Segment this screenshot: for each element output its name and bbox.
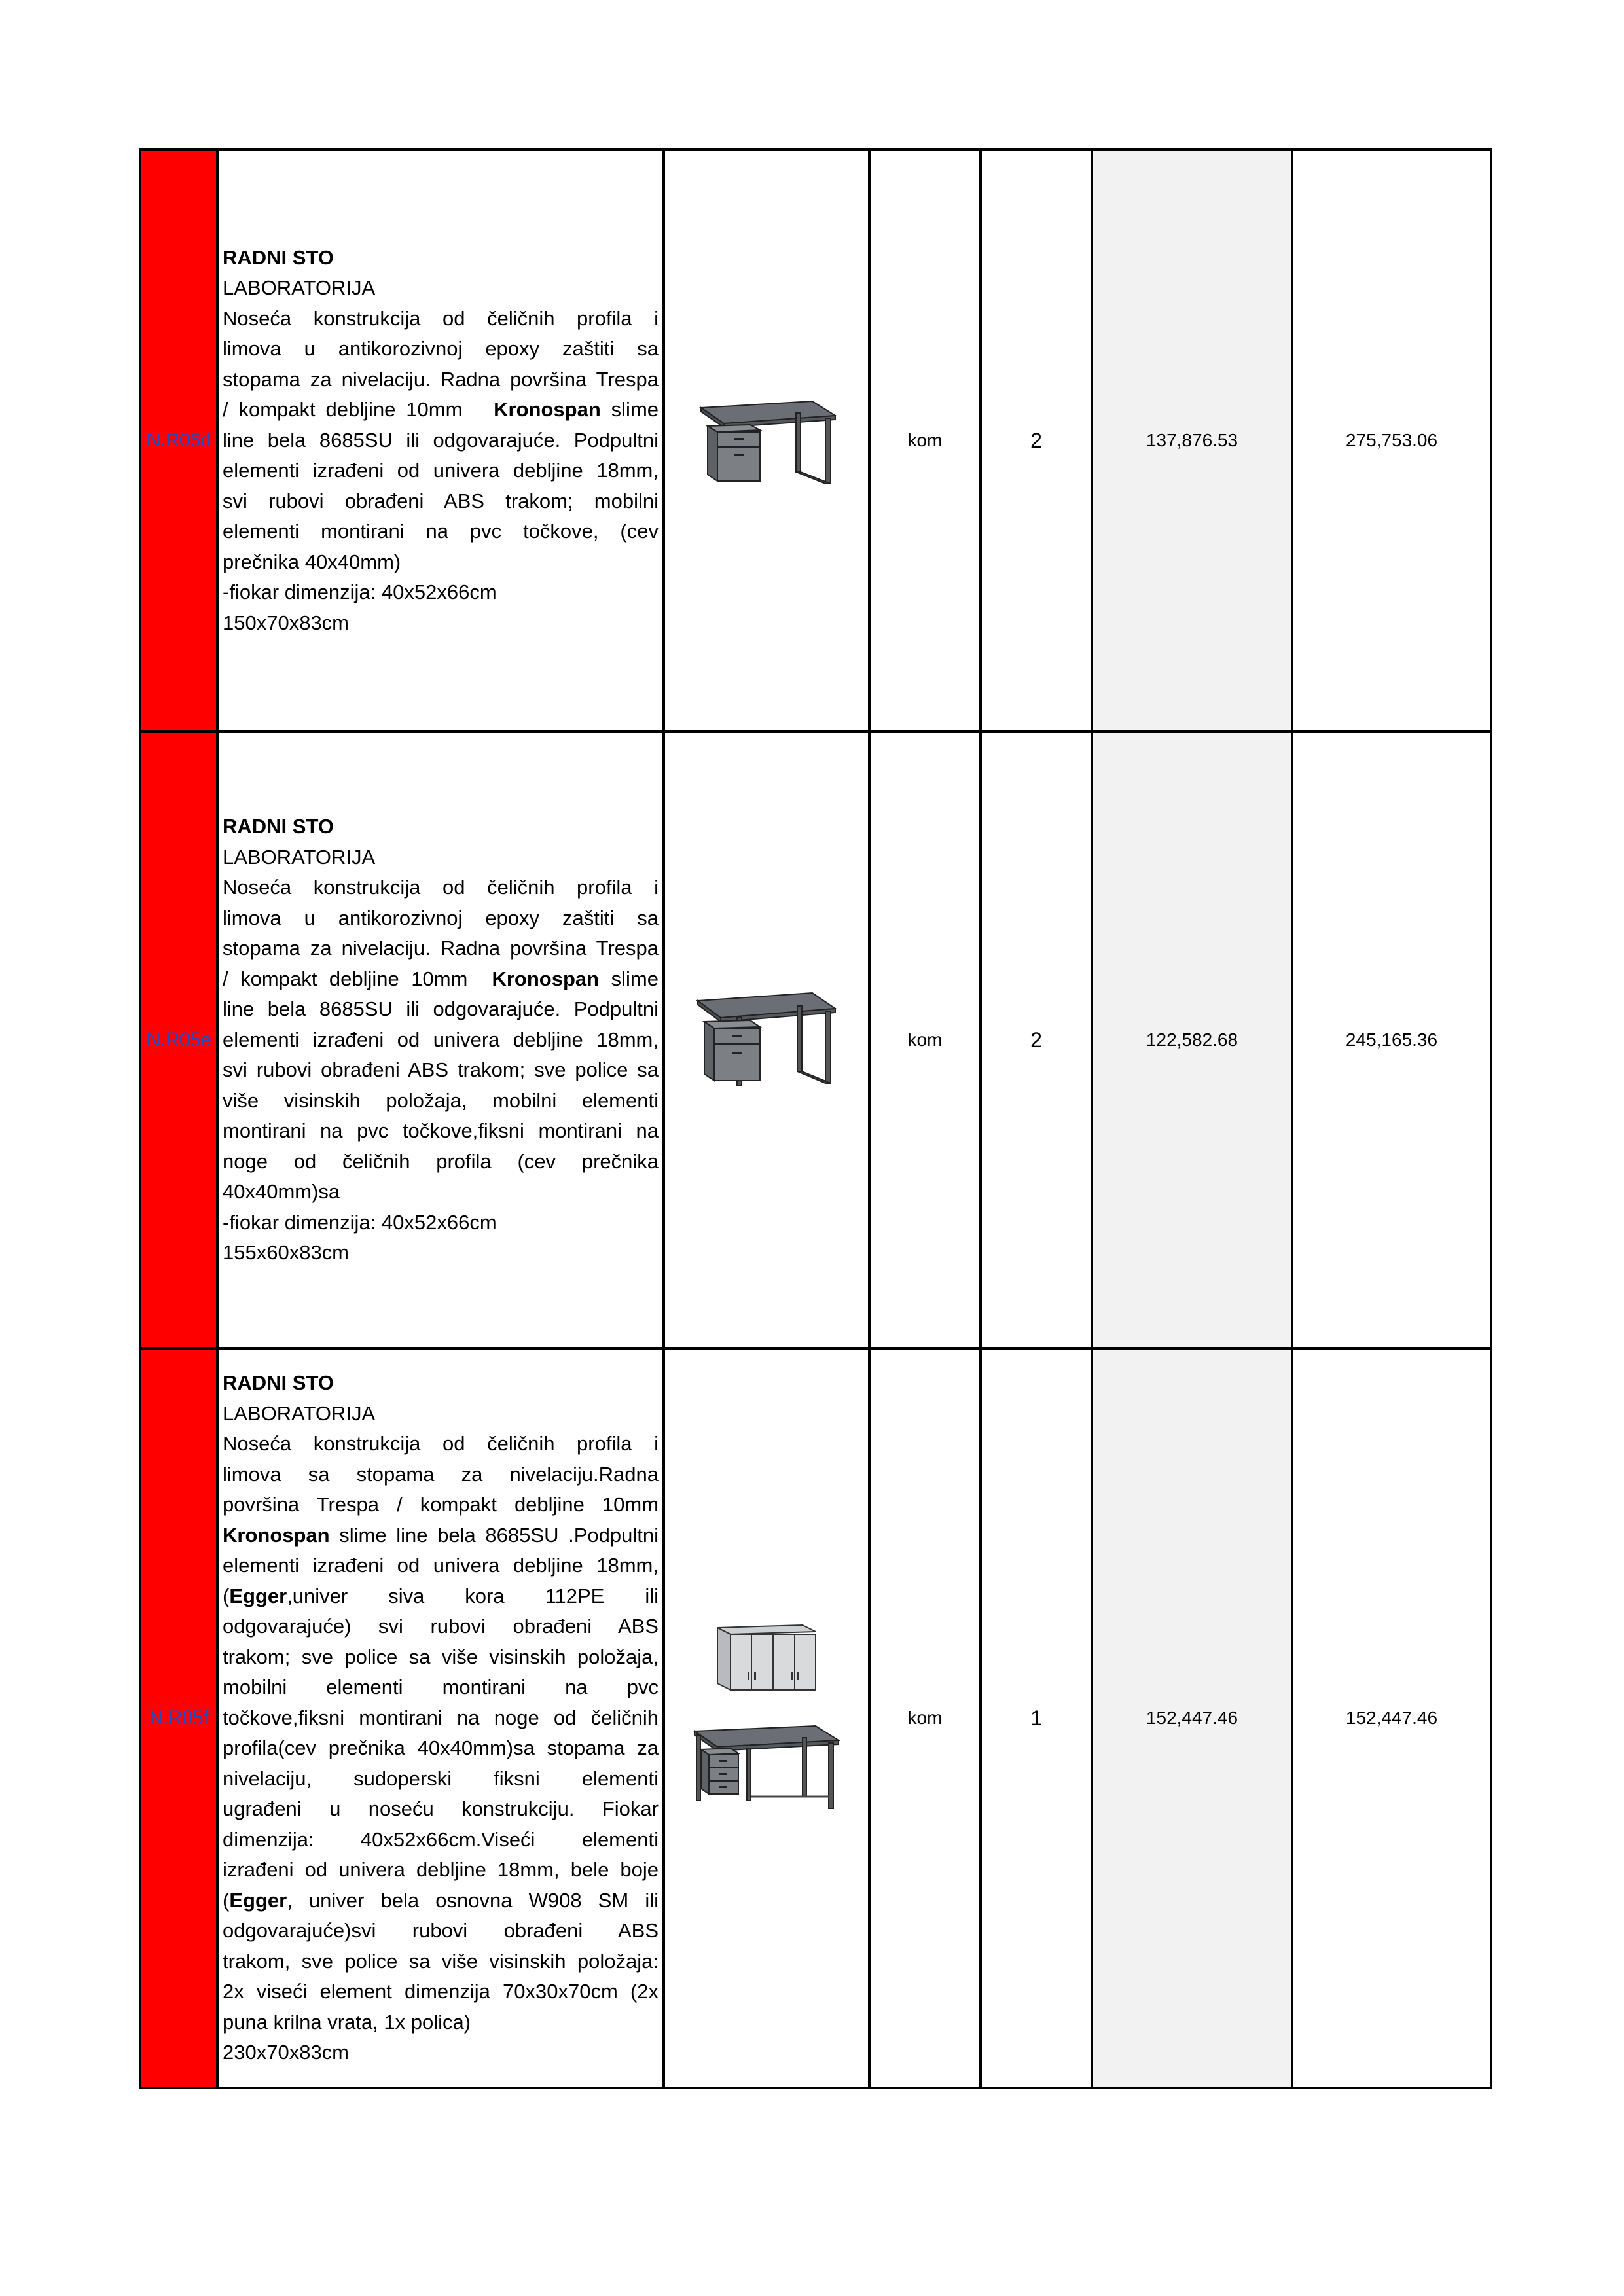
unit-price: 137,876.53 bbox=[1092, 149, 1292, 732]
desc-line: line bela 8685SU ili odgovarajuće. Podpultni bbox=[223, 997, 659, 1021]
desc-line: line bela 8685SU ili odgovarajuće. Podpultni bbox=[223, 428, 659, 452]
quantity: 2 bbox=[981, 732, 1092, 1348]
desc-fragment: ( bbox=[223, 1584, 230, 1607]
desc-line: Noseća konstrukcija od čeličnih profila i bbox=[223, 876, 659, 899]
quantity: 2 bbox=[981, 149, 1092, 732]
desc-fragment: slime bbox=[611, 398, 659, 422]
desc-line: više visinskih položaja, mobilni elementi bbox=[223, 1088, 659, 1112]
item-title: RADNI STO bbox=[223, 1371, 334, 1395]
desc-line: dimenzija: 40x52x66cm.Viseći elementi bbox=[223, 1827, 659, 1851]
desc-line: elementi izrađeni od univera debljine 18mm, bbox=[223, 1554, 659, 1577]
brand-name: Kronospan bbox=[494, 398, 601, 422]
desc-line: puna krilna vrata, 1x polica) bbox=[223, 2010, 471, 2034]
desc-line: 2x viseći element dimenzija 70x30x70cm (2x bbox=[223, 1980, 659, 2003]
unit: kom bbox=[869, 732, 981, 1348]
item-description bbox=[217, 149, 664, 732]
item-description bbox=[217, 732, 664, 1348]
desk-illustration bbox=[685, 1718, 848, 1816]
desc-line: elementi izrađeni od univera debljine 18mm, bbox=[223, 1028, 659, 1051]
quantity: 1 bbox=[981, 1348, 1092, 2088]
brand-name: Egger bbox=[229, 1888, 287, 1912]
desc-line: izrađeni od univera debljine 18mm, bele boje bbox=[223, 1858, 659, 1882]
desc-line: profila(cev prečnika 40x40mm)sa stopama za bbox=[223, 1736, 659, 1760]
desc-line: trakom, sve police sa više visinskih položaja: bbox=[223, 1949, 659, 1973]
desc-line: elementi montirani na pvc točkove, (cev bbox=[223, 520, 659, 543]
desc-line: stopama za nivelaciju. Radna površina Trespa bbox=[223, 367, 659, 391]
desc-line: -fiokar dimenzija: 40x52x66cm bbox=[223, 581, 497, 604]
desc-line: odgovarajuće) svi rubovi obrađeni ABS bbox=[223, 1615, 659, 1638]
desc-line: mobilni elementi montirani na pvc bbox=[223, 1676, 659, 1699]
brand-name: Kronospan bbox=[492, 967, 600, 990]
item-description bbox=[217, 1348, 664, 2088]
desc-line: elementi izrađeni od univera debljine 18mm, bbox=[223, 459, 659, 482]
desc-line: točkove,fiksni montirani na noge od čeličnih bbox=[223, 1706, 659, 1729]
desc-fragment: / kompakt debljine 10mm bbox=[223, 967, 468, 990]
desc-line: noge od čeličnih profila (cev prečnika bbox=[223, 1149, 659, 1173]
product-image-cell bbox=[664, 149, 869, 732]
desk-illustration bbox=[685, 981, 848, 1099]
desc-fragment: slime line bela 8685SU .Podpultni bbox=[339, 1523, 659, 1547]
desc-line bbox=[223, 964, 659, 995]
item-subtitle: LABORATORIJA bbox=[223, 276, 376, 300]
item-title: RADNI STO bbox=[223, 815, 334, 838]
desc-line bbox=[223, 1520, 659, 1551]
desc-line: Noseća konstrukcija od čeličnih profila i bbox=[223, 1432, 659, 1456]
desc-line bbox=[223, 395, 659, 425]
unit-price: 152,447.46 bbox=[1092, 1348, 1292, 2088]
desc-line: prečnika 40x40mm) bbox=[223, 550, 401, 573]
desc-line: limova sa stopama za nivelaciju.Radna bbox=[223, 1462, 659, 1486]
desc-fragment: , univer bela osnovna W908 SM ili bbox=[287, 1888, 659, 1912]
desc-line: svi rubovi obrađeni ABS trakom; mobilni bbox=[223, 489, 659, 512]
table-row bbox=[140, 149, 1491, 732]
desc-fragment: slime bbox=[611, 967, 659, 990]
dimensions: 230x70x83cm bbox=[223, 2041, 350, 2064]
desc-line: nivelaciju, sudoperski fiksni elementi bbox=[223, 1767, 659, 1790]
desc-fragment: / kompakt debljine 10mm bbox=[223, 398, 463, 422]
desc-line: limova u antikorozivnoj epoxy zaštiti sa bbox=[223, 337, 659, 361]
desc-line: površina Trespa / kompakt debljine 10mm bbox=[223, 1493, 659, 1516]
desc-line: svi rubovi obrađeni ABS trakom; sve police sa bbox=[223, 1058, 659, 1082]
brand-name: Kronospan bbox=[223, 1523, 330, 1547]
desc-line: stopama za nivelaciju. Radna površina Trespa bbox=[223, 937, 659, 960]
unit: kom bbox=[869, 149, 981, 732]
brand-name: Egger bbox=[229, 1584, 287, 1607]
total-price: 152,447.46 bbox=[1292, 1348, 1491, 2088]
desc-line bbox=[223, 1886, 659, 1916]
desc-fragment: ( bbox=[223, 1888, 230, 1912]
desk-illustration bbox=[688, 388, 845, 493]
item-code: N.R05e bbox=[140, 732, 217, 1348]
desc-line: ugrađeni u noseću konstrukciju. Fiokar bbox=[223, 1797, 659, 1821]
item-subtitle: LABORATORIJA bbox=[223, 845, 376, 869]
desc-line bbox=[223, 1581, 659, 1612]
product-image-cell bbox=[664, 1348, 869, 2088]
item-code: N.R05f bbox=[140, 1348, 217, 2088]
dimensions: 150x70x83cm bbox=[223, 611, 350, 634]
desc-line: -fiokar dimenzija: 40x52x66cm bbox=[223, 1210, 497, 1234]
desc-line: 40x40mm)sa bbox=[223, 1180, 340, 1204]
unit-price: 122,582.68 bbox=[1092, 732, 1292, 1348]
item-code: N.R05d bbox=[140, 149, 217, 732]
desc-line: limova u antikorozivnoj epoxy zaštiti sa bbox=[223, 906, 659, 929]
desc-line: trakom; sve police sa više visinskih položaja, bbox=[223, 1645, 659, 1668]
item-subtitle: LABORATORIJA bbox=[223, 1401, 376, 1425]
unit: kom bbox=[869, 1348, 981, 2088]
dimensions: 155x60x83cm bbox=[223, 1241, 350, 1265]
product-image-cell bbox=[664, 732, 869, 1348]
total-price: 245,165.36 bbox=[1292, 732, 1491, 1348]
table-row bbox=[140, 1348, 1491, 2088]
specification-table bbox=[139, 148, 1492, 2089]
table-row bbox=[140, 732, 1491, 1348]
desc-fragment: ,univer siva kora 112PE ili bbox=[287, 1584, 659, 1607]
desc-line: Noseća konstrukcija od čeličnih profila i bbox=[223, 306, 659, 330]
desc-line: odgovarajuće)svi rubovi obrađeni ABS bbox=[223, 1919, 659, 1943]
item-title: RADNI STO bbox=[223, 245, 334, 269]
desc-line: montirani na pvc točkove,fiksni montirani na bbox=[223, 1119, 659, 1143]
wall-cabinets-illustration bbox=[711, 1620, 822, 1698]
total-price: 275,753.06 bbox=[1292, 149, 1491, 732]
